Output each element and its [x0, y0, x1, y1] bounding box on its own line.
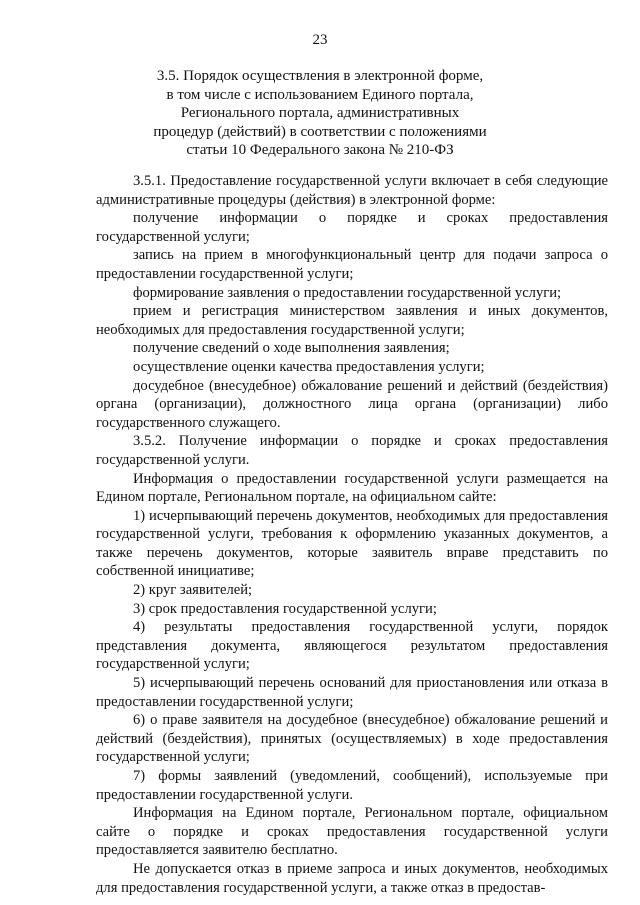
heading-line: 3.5. Порядок осуществления в электронной форме, — [156, 68, 484, 84]
paragraph: 3.5.2. Получение информации о порядке и сроках предоставления государственной услуги. — [96, 433, 608, 468]
list-item: 3) срок предоставления государственной услуги; — [133, 600, 437, 617]
document-body — [96, 172, 608, 897]
list-item: 5) исчерпывающий перечень оснований для приостановления или отказа в предоставлении государственной услуги; — [96, 675, 608, 710]
heading-line: статьи 10 Федерального закона № 210-ФЗ — [186, 142, 454, 158]
list-item: формирование заявления о предоставлении государственной услуги; — [133, 284, 562, 301]
list-item: получение сведений о ходе выполнения заявления; — [133, 340, 450, 357]
list-item: 4) результаты предоставления государственной услуги, порядок представления документа, являющегося результатом предоставления государственной услуги; — [96, 619, 608, 673]
list-item: запись на прием в многофункциональный центр для подачи запроса о предоставлении государственной услуги; — [96, 247, 608, 282]
list-item: получение информации о порядке и сроках предоставления государственной услуги; — [96, 210, 608, 245]
page-number: 23 — [312, 32, 328, 48]
heading-line: в том числе с использованием Единого портала, — [166, 86, 474, 103]
paragraph: Информация на Едином портале, Региональном портале, официальном сайте о порядке и сроках предоставления государственной услуги предоставляется заявителю бесплатно. — [96, 805, 608, 859]
list-item: досудебное (внесудебное) обжалование решений и действий (бездействия) органа (организации), должностного лица органа (организации) либо государственного служащего. — [96, 377, 608, 431]
list-item: 6) о праве заявителя на досудебное (внесудебное) обжалование решений и действий (бездействия), принятых (осуществляемых) в ходе предоставления государственной услуги; — [96, 712, 608, 766]
section-heading — [100, 67, 540, 160]
list-item: 2) круг заявителей; — [133, 582, 253, 599]
list-item: осуществление оценки качества предоставления услуги; — [133, 358, 485, 375]
paragraph: Информация о предоставлении государственной услуги размещается на Едином портале, Региональном портале, на официальном сайте: — [96, 470, 608, 506]
list-item: прием и регистрация министерством заявления и иных документов, необходимых для предоставления государственной услуги; — [96, 303, 608, 338]
paragraph: Не допускается отказ в приеме запроса и иных документов, необходимых для предоставления государственной услуги, а также отказ в предостав- — [96, 860, 608, 896]
list-item: 7) формы заявлений (уведомлений, сообщений), используемые при предоставлении государственной услуги. — [96, 768, 608, 803]
heading-line: Регионального портала, административных — [180, 105, 460, 121]
list-item: 1) исчерпывающий перечень документов, необходимых для предоставления государственной услуги, требования к оформлению указанных документов, а также перечень документов, которые заявитель вправе представить по собственной инициативе; — [96, 507, 608, 580]
heading-line: процедур (действий) в соответствии с положениями — [153, 123, 487, 140]
paragraph: 3.5.1. Предоставление государственной услуги включает в себя следующие административные процедуры (действия) в электронной форме: — [96, 173, 608, 208]
